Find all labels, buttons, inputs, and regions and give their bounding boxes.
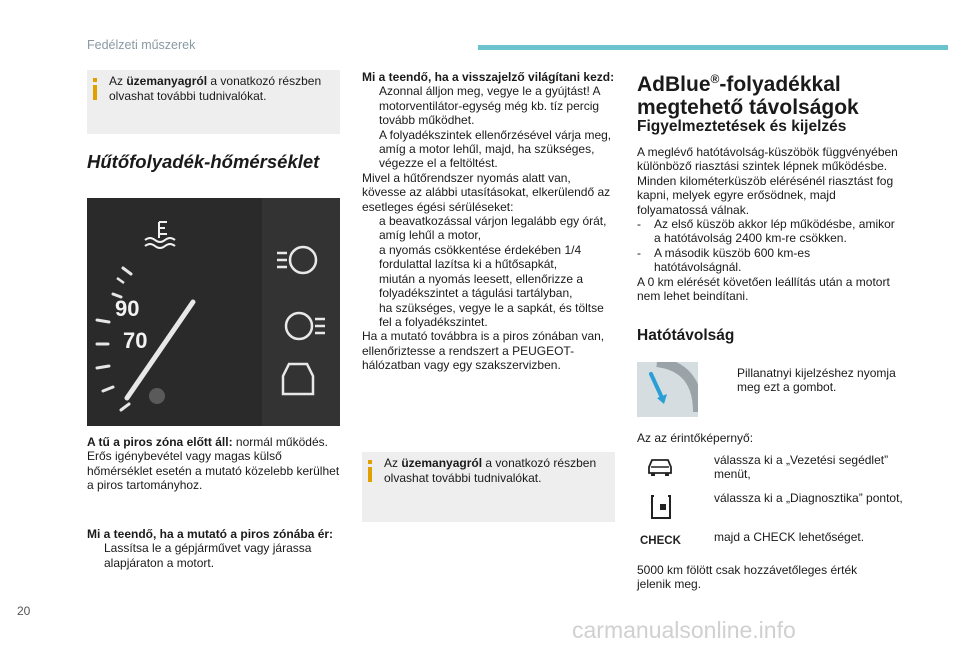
watermark: carmanualsonline.info xyxy=(572,617,796,643)
touch-step: majd a CHECK lehetőséget. xyxy=(714,530,865,544)
touch-step: válassza ki a „Diagnosztika” pontot, xyxy=(714,491,903,505)
step-item: A folyadékszintek ellenőrzésével várja meg, amíg a motor lehűl, majd, ha szükséges, végezze el a feltöltést. xyxy=(379,127,612,171)
step-item: miután a nyomás leesett, ellenőrizze a folyadékszintet a tágulási tartályban, xyxy=(379,271,584,301)
gauge-caption: A tű a piros zóna előtt áll: normál működés. Erős igénybevétel vagy magas külső hőmérséklet esetén a mutató közelebb kerülhet a piros tartományhoz. xyxy=(87,435,340,493)
info-note-text: Az üzemanyagról a vonatkozó részben olvashat további tudnivalókat. xyxy=(384,456,597,485)
info-icon xyxy=(93,78,97,100)
warnings-subheading: Figyelmeztetések és kijelzés xyxy=(637,118,847,135)
driving-aid-icon xyxy=(646,455,674,477)
warnings-text: A meglévő hatótávolság-küszöbök függvényében különböző riasztási szintek lépnek működésbe. Minden kilométerküszöb elérésénél riasztást fog kapni, melyek egyre erősödnek, majd folyamatossá válnak. - Az első küszöb akkor lép működésbe, amikor a hatótávolság 2400 km-re csökken. - A második küszöb 600 km-es hatótávolságnál. A 0 km elérését követően leállítás után a motort nem lehet beindítani. xyxy=(637,145,898,304)
info-note-text: Az üzemanyagról a vonatkozó részben olvashat további tudnivalókat. xyxy=(109,74,322,103)
diagnostics-icon xyxy=(650,494,672,520)
info-note-middle xyxy=(362,452,615,522)
pressure-paragraph: Mivel a hűtőrendszer nyomás alatt van, kövesse az alábbi utasításokat, elkerülendő az esetleges égési sérüléseket: xyxy=(362,170,611,214)
check-label: CHECK xyxy=(640,535,681,547)
warning-light-heading: Mi a teendő, ha a visszajelző világítani kezd: xyxy=(362,70,615,84)
dashboard-button-illustration xyxy=(637,362,698,417)
header-accent-bar xyxy=(478,45,948,50)
red-zone-step: Lassítsa le a gépjárművet vagy járassa alapjáraton a motort. xyxy=(104,541,312,570)
touchscreen-intro: Az az érintőképernyő: xyxy=(637,431,754,445)
section-title: Fedélzeti műszerek xyxy=(87,38,196,52)
touch-step: válassza ki a „Vezetési segédlet” menüt, xyxy=(714,453,889,482)
adblue-heading: AdBlue®-folyadékkal megtehető távolságok xyxy=(637,72,859,119)
gauge-label-90: 90 xyxy=(115,296,140,321)
coolant-gauge-image xyxy=(87,198,340,426)
red-zone-instructions xyxy=(87,527,347,570)
approximate-note: 5000 km fölött csak hozzávetőleges érték jelenik meg. xyxy=(637,563,858,592)
info-icon xyxy=(368,460,372,482)
range-step: Pillanatnyi kijelzéshez nyomja meg ezt a gombot. xyxy=(737,366,896,395)
needle-hub xyxy=(149,388,165,404)
gauge-label-70: 70 xyxy=(123,328,148,353)
step-item: a nyomás csökkentése érdekében 1/4 fordulattal lazítsa ki a hűtősapkát, xyxy=(379,242,582,272)
red-zone-heading: Mi a teendő, ha a mutató a piros zónába ér: xyxy=(87,527,334,541)
step-item: a beavatkozással várjon legalább egy órát, amíg lehűl a motor, xyxy=(379,214,607,243)
page-number: 20 xyxy=(17,604,31,618)
step-item: ha szükséges, vegye le a sapkát, és töltse fel a folyadékszintet. xyxy=(379,300,604,329)
range-button-image xyxy=(637,362,698,417)
step-item: Azonnal álljon meg, vegye le a gyújtást! A motorventilátor-egység még kb. tíz percig tovább működhet. xyxy=(379,84,600,128)
range-subheading: Hatótávolság xyxy=(637,327,735,344)
threshold-item: - Az első küszöb akkor lép működésbe, amikor a hatótávolság 2400 km-re csökken. xyxy=(637,217,895,246)
coolant-heading: Hűtőfolyadék-hőmérséklet xyxy=(87,151,320,172)
threshold-item: - A második küszöb 600 km-es hatótávolságnál. xyxy=(637,245,811,275)
info-note-top xyxy=(87,70,340,134)
warning-light-instructions xyxy=(362,70,618,373)
service-paragraph: Ha a mutató továbbra is a piros zónában van, ellenőriztesse a rendszert a PEUGEOT-hálózatban vagy egy szakszervizben. xyxy=(362,329,605,373)
